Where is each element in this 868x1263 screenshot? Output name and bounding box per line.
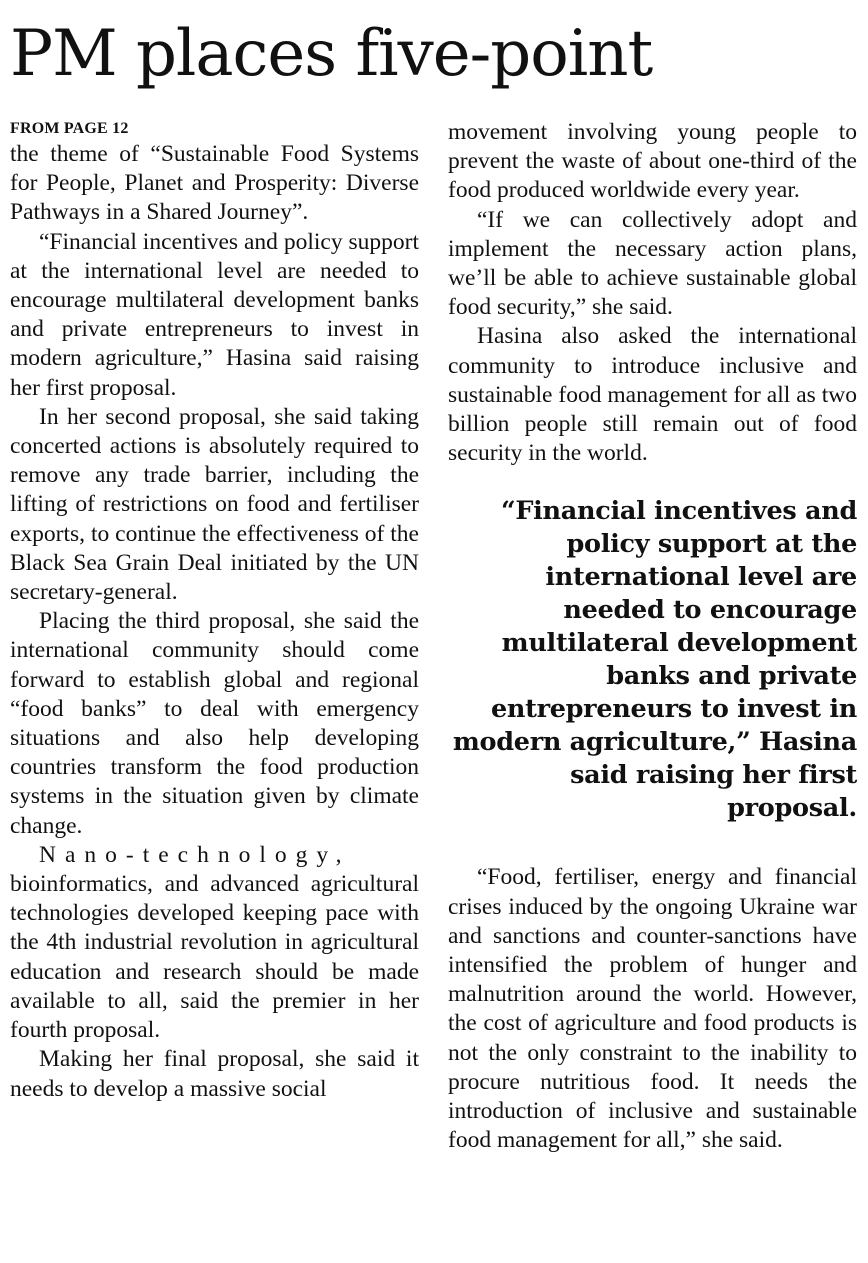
- pull-quote: “Financial incentives and policy support at the international level are needed to encourage multilateral development banks and private entrepreneurs to invest in modern agriculture,” Hasina said raising her first proposal.: [452, 496, 857, 824]
- continuation-kicker: FROM PAGE 12: [10, 120, 129, 137]
- paragraph: “If we can collectively adopt and implement the necessary action plans, we’ll be able to achieve sustainable global food security,” she said.: [448, 206, 857, 321]
- paragraph: the theme of “Sustainable Food Systems for People, Planet and Prosperity: Diverse Pathways in a Shared Journey”.: [10, 141, 419, 226]
- article-column-left: [10, 118, 419, 1104]
- spaced-word: Nano-technology,: [39, 841, 351, 868]
- paragraph: Hasina also asked the international community to introduce inclusive and sustainable food management for all as two billion people still remain out of food security in the world.: [448, 323, 857, 467]
- paragraph: “Financial incentives and policy support at the international level are needed to encourage multilateral development banks and private entrepreneurs to invest in modern agriculture,” Hasina said raising her first proposal.: [10, 228, 419, 401]
- paragraph: Placing the third proposal, she said the international community should come forward to establish global and regional “food banks” to deal with emergency situations and also help developing countries transform the food production systems in the situation given by climate change.: [10, 608, 419, 839]
- paragraph: In her second proposal, she said taking concerted actions is absolutely required to remove any trade barrier, including the lifting of restrictions on food and fertiliser exports, to continue the effectiveness of the Black Sea Grain Deal initiated by the UN secretary-general.: [10, 403, 419, 606]
- paragraph: Nano-technology, bioinformatics, and advanced agricultural technologies developed keeping pace with the 4th industrial revolution in agricultural education and research should be made available to all, said the premier in her fourth proposal.: [10, 841, 419, 1044]
- paragraph: Making her final proposal, she said it needs to develop a massive social: [10, 1046, 419, 1102]
- article-column-right: [448, 118, 857, 1155]
- spacer: [448, 833, 857, 863]
- paragraph: “Food, fertiliser, energy and financial crises induced by the ongoing Ukraine war and sanctions and counter-sanctions have intensified the problem of hunger and malnutrition around the world. However, the cost of agriculture and food products is not the only constraint to the inability to procure nutritious food. It needs the introduction of inclusive and sustainable food management for all,” she said.: [448, 864, 857, 1154]
- headline: PM places five-point: [10, 17, 653, 91]
- paragraph: movement involving young people to prevent the waste of about one-third of the food produced worldwide every year.: [448, 119, 857, 204]
